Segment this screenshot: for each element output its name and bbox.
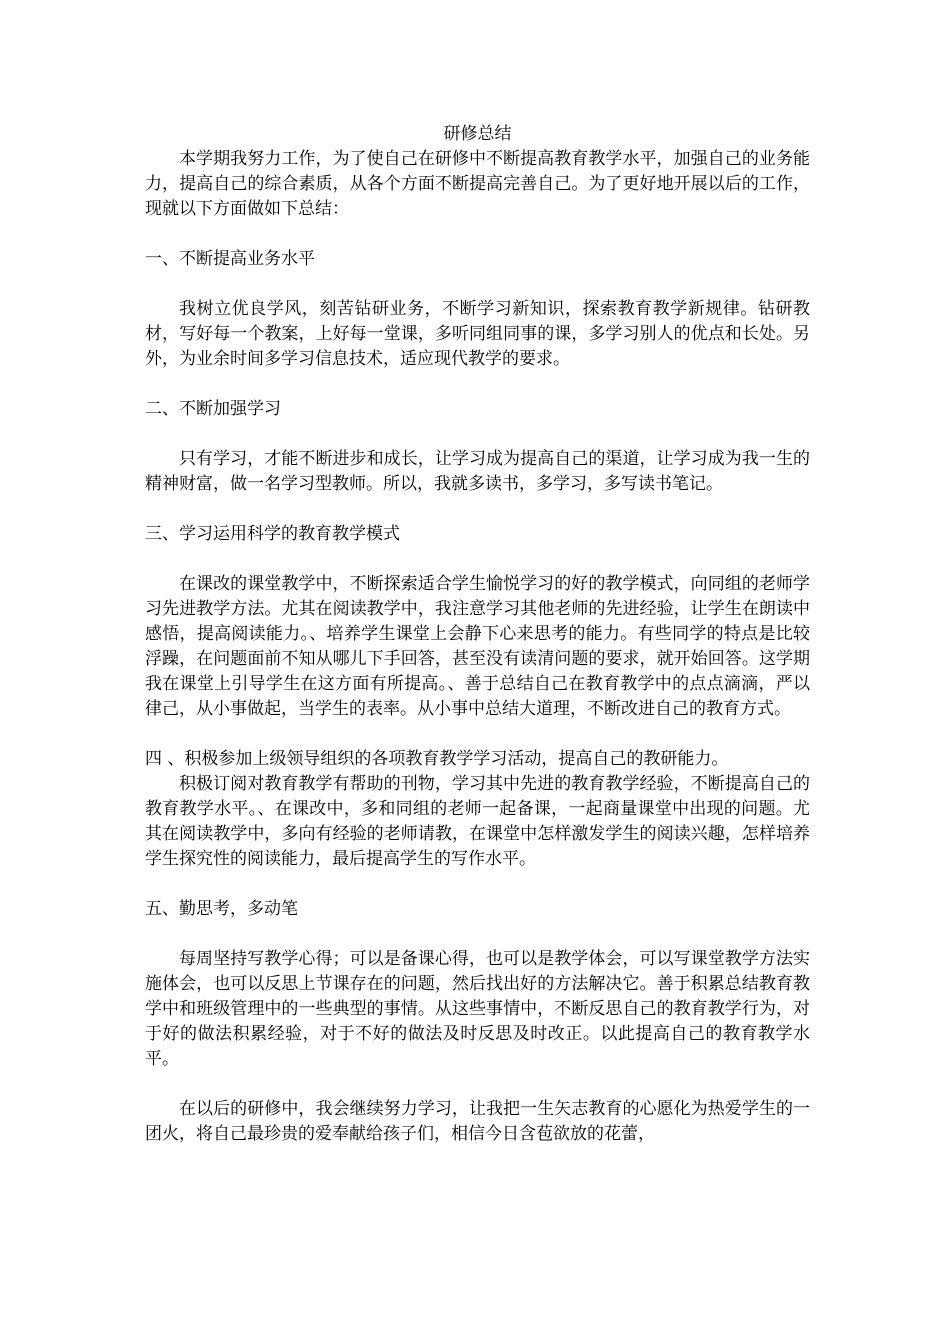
- spacer: [145, 722, 810, 747]
- document-title: 研修总结: [443, 124, 512, 144]
- section-heading-3: 三、学习运用科学的教育教学模式: [145, 524, 400, 544]
- spacer: [145, 1072, 810, 1097]
- spacer: [145, 422, 810, 447]
- spacer: [145, 872, 810, 897]
- section-body-2: 只有学习，才能不断进步和成长，让学习成为提高自己的渠道，让学习成为我一生的精神财富，做一名学习型教师。所以，我就多读书，多学习，多写读书笔记。: [145, 449, 810, 494]
- section-body-5: 每周坚持写教学心得；可以是备课心得，也可以是教学体会，可以写课堂教学方法实施体会，也可以反思上节课存在的问题，然后找出好的方法解决它。善于积累总结教育教学中和班级管理中的一些典型的事情。从这些事情中，不断反思自己的教育教学行为，对于好的做法积累经验，对于不好的做法及时反思及时改正。以此提高自己的教育教学水平。: [145, 949, 810, 1069]
- intro-paragraph: 本学期我努力工作，为了使自己在研修中不断提高教育教学水平，加强自己的业务能力，提高自己的综合素质，从各个方面不断提高完善自己。为了更好地开展以后的工作，现就以下方面做如下总结：: [145, 149, 810, 219]
- spacer: [145, 922, 810, 947]
- spacer: [145, 272, 810, 297]
- spacer: [145, 497, 810, 522]
- spacer: [145, 222, 810, 247]
- section-body-3: 在课改的课堂教学中，不断探索适合学生愉悦学习的好的教学模式，向同组的老师学习先进教学方法。尤其在阅读教学中，我注意学习其他老师的先进经验，让学生在朗读中感悟，提高阅读能力。、培养学生课堂上会静下心来思考的能力。有些同学的特点是比较浮躁，在问题面前不知从哪儿下手回答，甚至没有读清问题的要求，就开始回答。这学期我在课堂上引导学生在这方面有所提高。、善于总结自己在教育教学中的点点滴滴，严以律己，从小事做起，当学生的表率。从小事中总结大道理，不断改进自己的教育方式。: [145, 574, 810, 719]
- section-body-4: 积极订阅对教育教学有帮助的刊物，学习其中先进的教育教学经验，不断提高自己的教育教学水平。、在课改中，多和同组的老师一起备课，一起商量课堂中出现的问题。尤其在阅读教学中，多向有经验的老师请教，在课堂中怎样激发学生的阅读兴趣，怎样培养学生探究性的阅读能力，最后提高学生的写作水平。: [145, 774, 810, 869]
- section-heading-2: 二、不断加强学习: [145, 399, 281, 419]
- closing-paragraph: 在以后的研修中，我会继续努力学习，让我把一生矢志教育的心愿化为热爱学生的一团火，将自己最珍贵的爱奉献给孩子们，相信今日含苞欲放的花蕾，: [145, 1099, 810, 1144]
- section-body-1: 我树立优良学风，刻苦钻研业务，不断学习新知识，探索教育教学新规律。钻研教材，写好每一个教案，上好每一堂课，多听同组同事的课，多学习别人的优点和长处。另外，为业余时间多学习信息技术，适应现代教学的要求。: [145, 299, 810, 369]
- spacer: [145, 547, 810, 572]
- document-page: [145, 122, 810, 1147]
- section-heading-1: 一、不断提高业务水平: [145, 249, 315, 269]
- section-heading-5: 五、勤思考，多动笔: [145, 899, 298, 919]
- spacer: [145, 372, 810, 397]
- section-heading-4: 四 、积极参加上级领导组织的各项教育教学学习活动，提高自己的教研能力。: [145, 749, 729, 769]
